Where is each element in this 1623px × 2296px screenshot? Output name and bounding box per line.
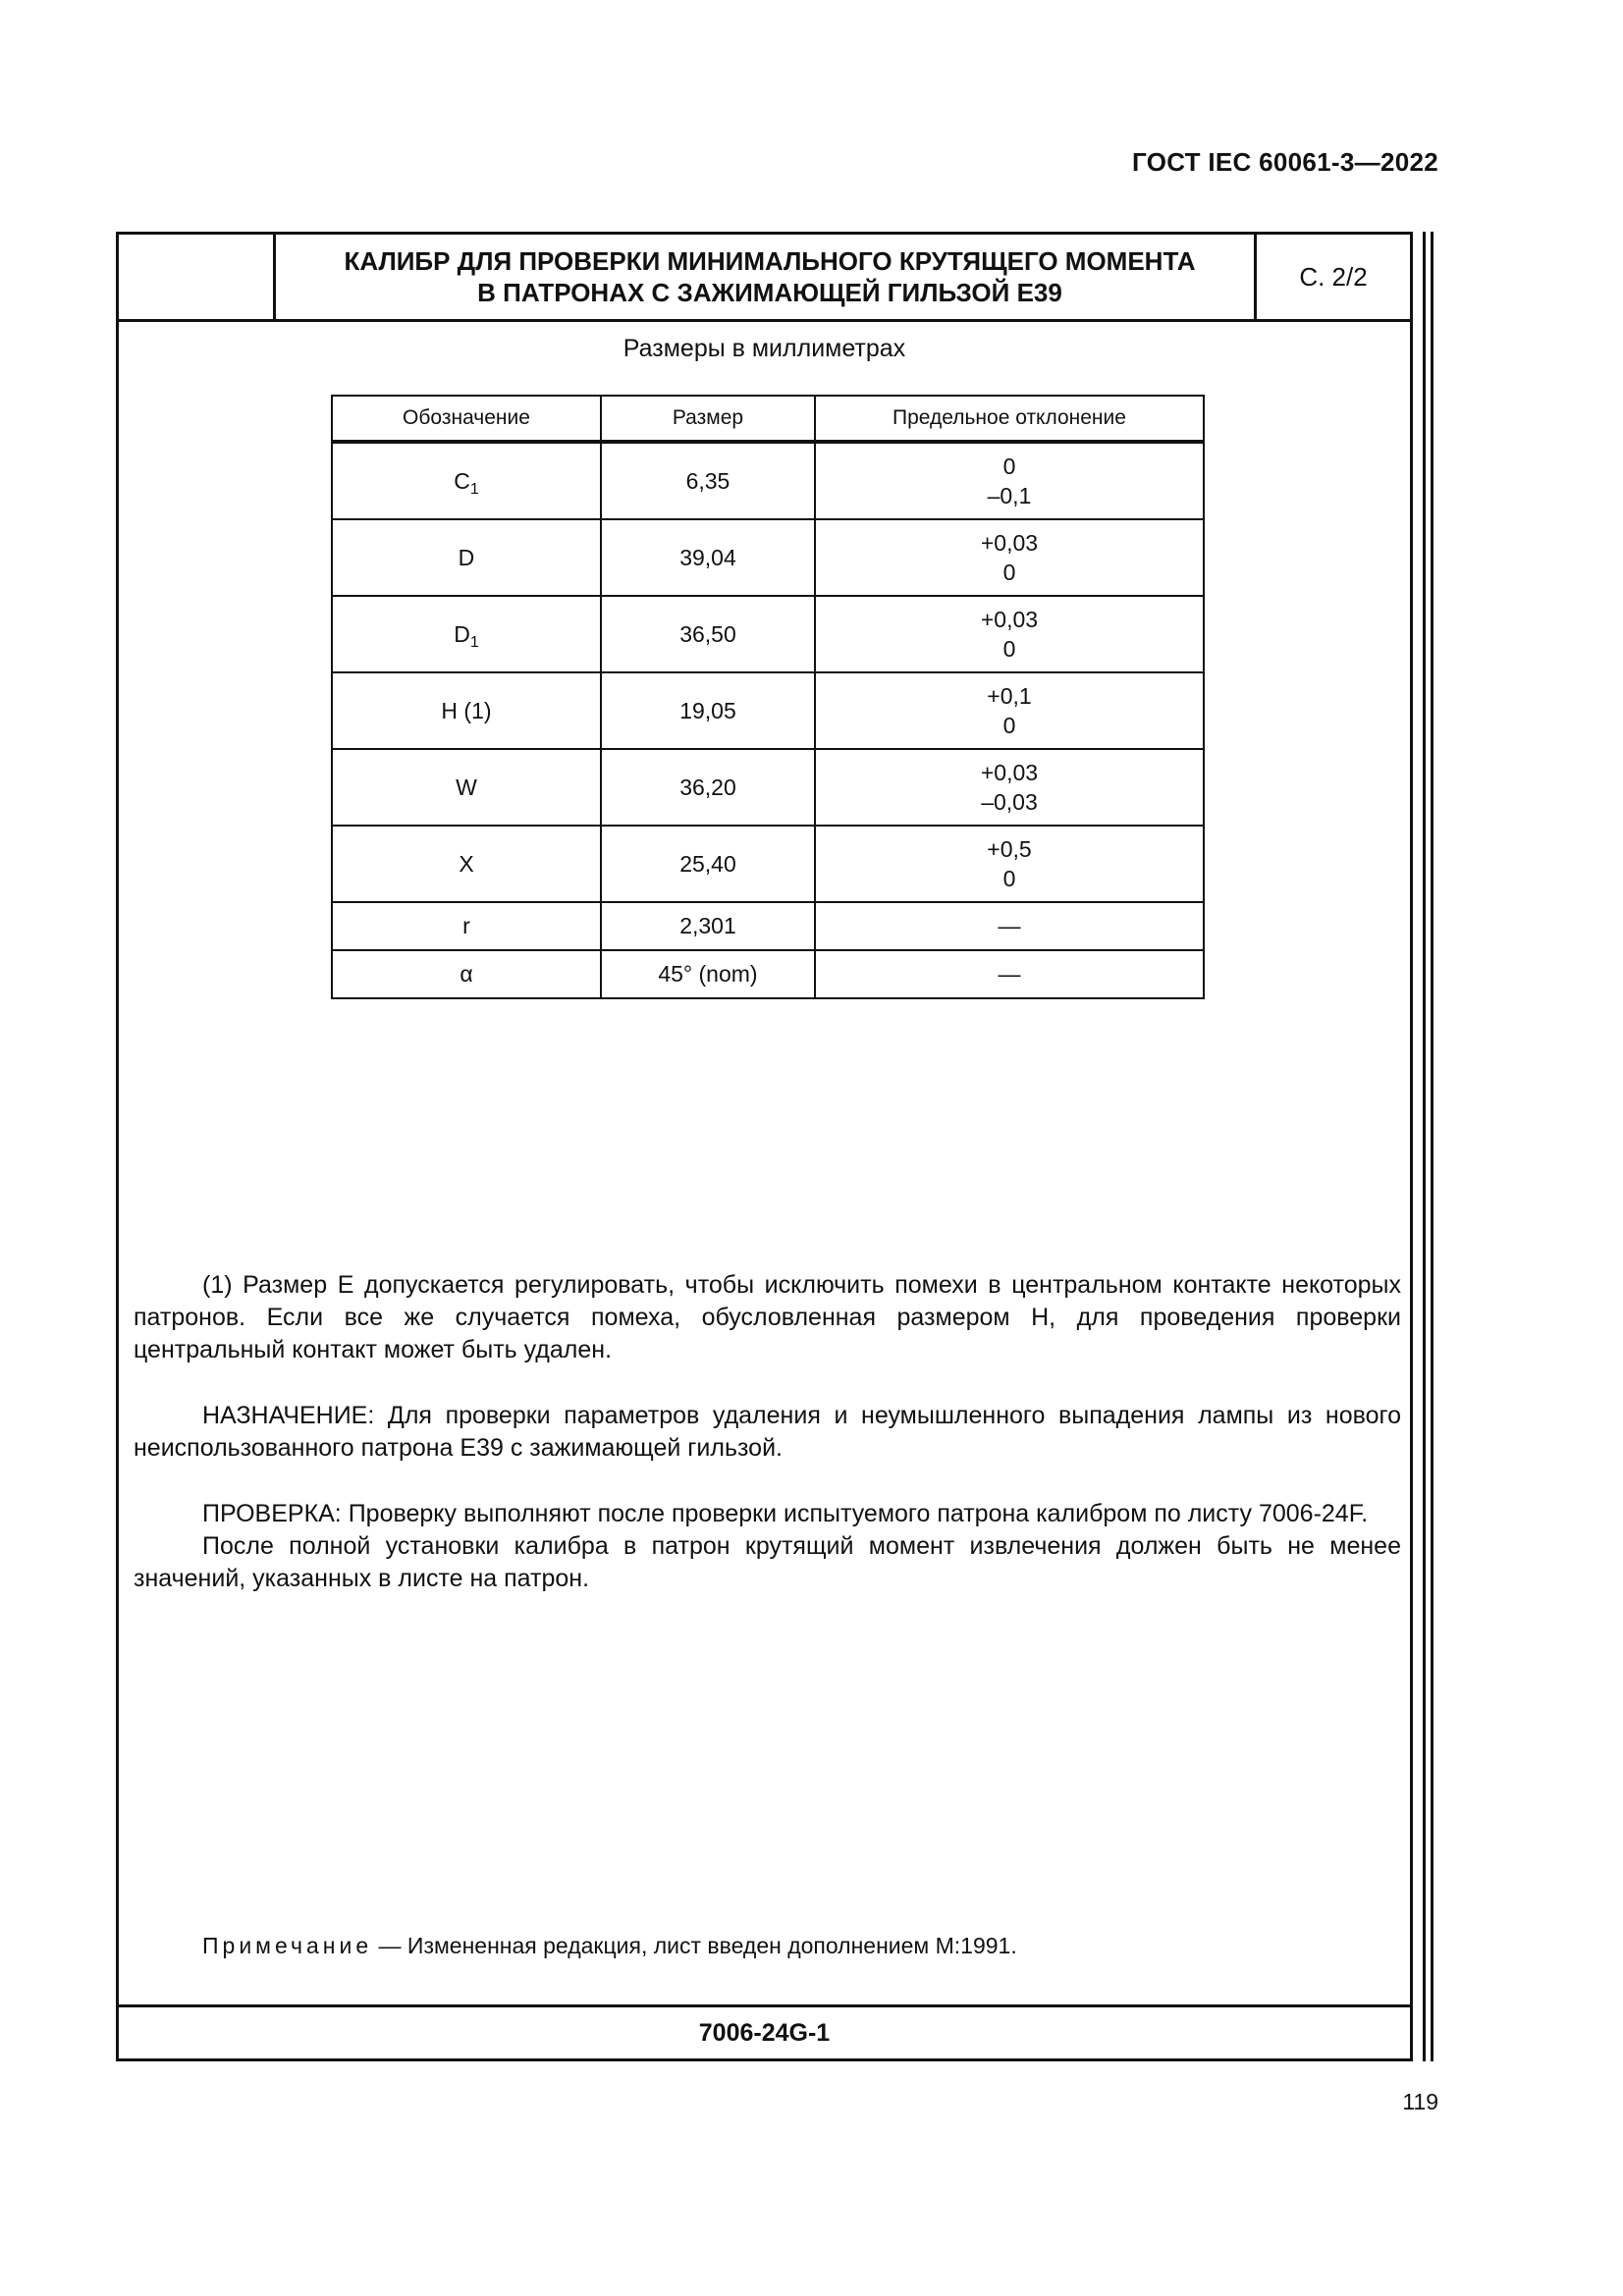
- size-cell: 45° (nom): [601, 950, 815, 998]
- note: [202, 1933, 1017, 1959]
- col-header-symbol: Обозначение: [332, 396, 601, 442]
- size-cell: 19,05: [601, 672, 815, 749]
- table-row: [332, 672, 1204, 749]
- header-empty-cell: [119, 235, 276, 319]
- footnote-paragraph: (1) Размер Е допускается регулировать, чтобы исключить помехи в центральном контакте некоторых патронов. Если все же случается помеха, обусловленная размером Н, для проведения проверки центральный контакт может быть удален.: [134, 1271, 1401, 1363]
- tolerance-cell: +0,5 0: [815, 826, 1204, 902]
- table-row: [332, 596, 1204, 672]
- symbol-cell: $C_1$: [332, 442, 601, 519]
- symbol-cell: H (1): [332, 672, 601, 749]
- sheet-header: [119, 235, 1410, 322]
- symbol-cell: W: [332, 749, 601, 826]
- col-header-tolerance: Предельное отклонение: [815, 396, 1204, 442]
- check-paragraph: ПРОВЕРКА: Проверку выполняют после проверки испытуемого патрона калибром по листу 7006-24F.: [202, 1500, 1369, 1527]
- note-label: Примечание: [202, 1933, 373, 1958]
- units-caption: Размеры в миллиметрах: [622, 335, 906, 362]
- col-header-size: Размер: [601, 396, 815, 442]
- size-cell: 36,20: [601, 749, 815, 826]
- title-line-1: КАЛИБР ДЛЯ ПРОВЕРКИ МИНИМАЛЬНОГО КРУТЯЩЕГО МОМЕНТА: [344, 246, 1196, 276]
- sheet-title: [276, 235, 1264, 319]
- table-row: [332, 826, 1204, 902]
- title-line-2: В ПАТРОНАХ С ЗАЖИМАЮЩЕЙ ГИЛЬЗОЙ Е39: [477, 278, 1062, 307]
- tolerance-cell: —: [815, 902, 1204, 950]
- table-header-row: [332, 396, 1204, 442]
- page-number: 119: [1402, 2089, 1438, 2114]
- symbol-cell: α: [332, 950, 601, 998]
- symbol-cell: D: [332, 519, 601, 596]
- table-row: [332, 442, 1204, 519]
- tolerance-cell: —: [815, 950, 1204, 998]
- standard-code: ГОСТ IEC 60061-3—2022: [1132, 147, 1438, 177]
- symbol-cell: r: [332, 902, 601, 950]
- size-cell: 2,301: [601, 902, 815, 950]
- size-cell: 39,04: [601, 519, 815, 596]
- side-rule-2: [1431, 232, 1434, 2061]
- sheet-frame: [116, 232, 1413, 2061]
- table-row: [332, 902, 1204, 950]
- purpose-paragraph: НАЗНАЧЕНИЕ: Для проверки параметров удаления и неумышленного выпадения лампы из нового неиспользованного патрона Е39 с зажимающей гильзой.: [134, 1402, 1401, 1462]
- note-text: — Измененная редакция, лист введен дополнением М:1991.: [372, 1933, 1017, 1958]
- symbol-cell: $D_1$: [332, 596, 601, 672]
- table-row: [332, 749, 1204, 826]
- body-text: [134, 1269, 1401, 1595]
- tolerance-cell: +0,1 0: [815, 672, 1204, 749]
- size-cell: 25,40: [601, 826, 815, 902]
- tolerance-cell: +0,03 –0,03: [815, 749, 1204, 826]
- symbol-cell: X: [332, 826, 601, 902]
- check-paragraph-2: После полной установки калибра в патрон крутящий момент извлечения должен быть не менее значений, указанных в листе на патрон.: [134, 1532, 1401, 1592]
- sheet-number: С. 2/2: [1254, 235, 1410, 319]
- sheet-footer-code: 7006-24G-1: [119, 2004, 1410, 2058]
- table-row: [332, 519, 1204, 596]
- dimensions-table: [331, 395, 1205, 999]
- size-cell: 6,35: [601, 442, 815, 519]
- tolerance-cell: +0,03 0: [815, 519, 1204, 596]
- tolerance-cell: +0,03 0: [815, 596, 1204, 672]
- size-cell: 36,50: [601, 596, 815, 672]
- table-row: [332, 950, 1204, 998]
- side-rule-1: [1423, 232, 1426, 2061]
- tolerance-cell: 0 –0,1: [815, 442, 1204, 519]
